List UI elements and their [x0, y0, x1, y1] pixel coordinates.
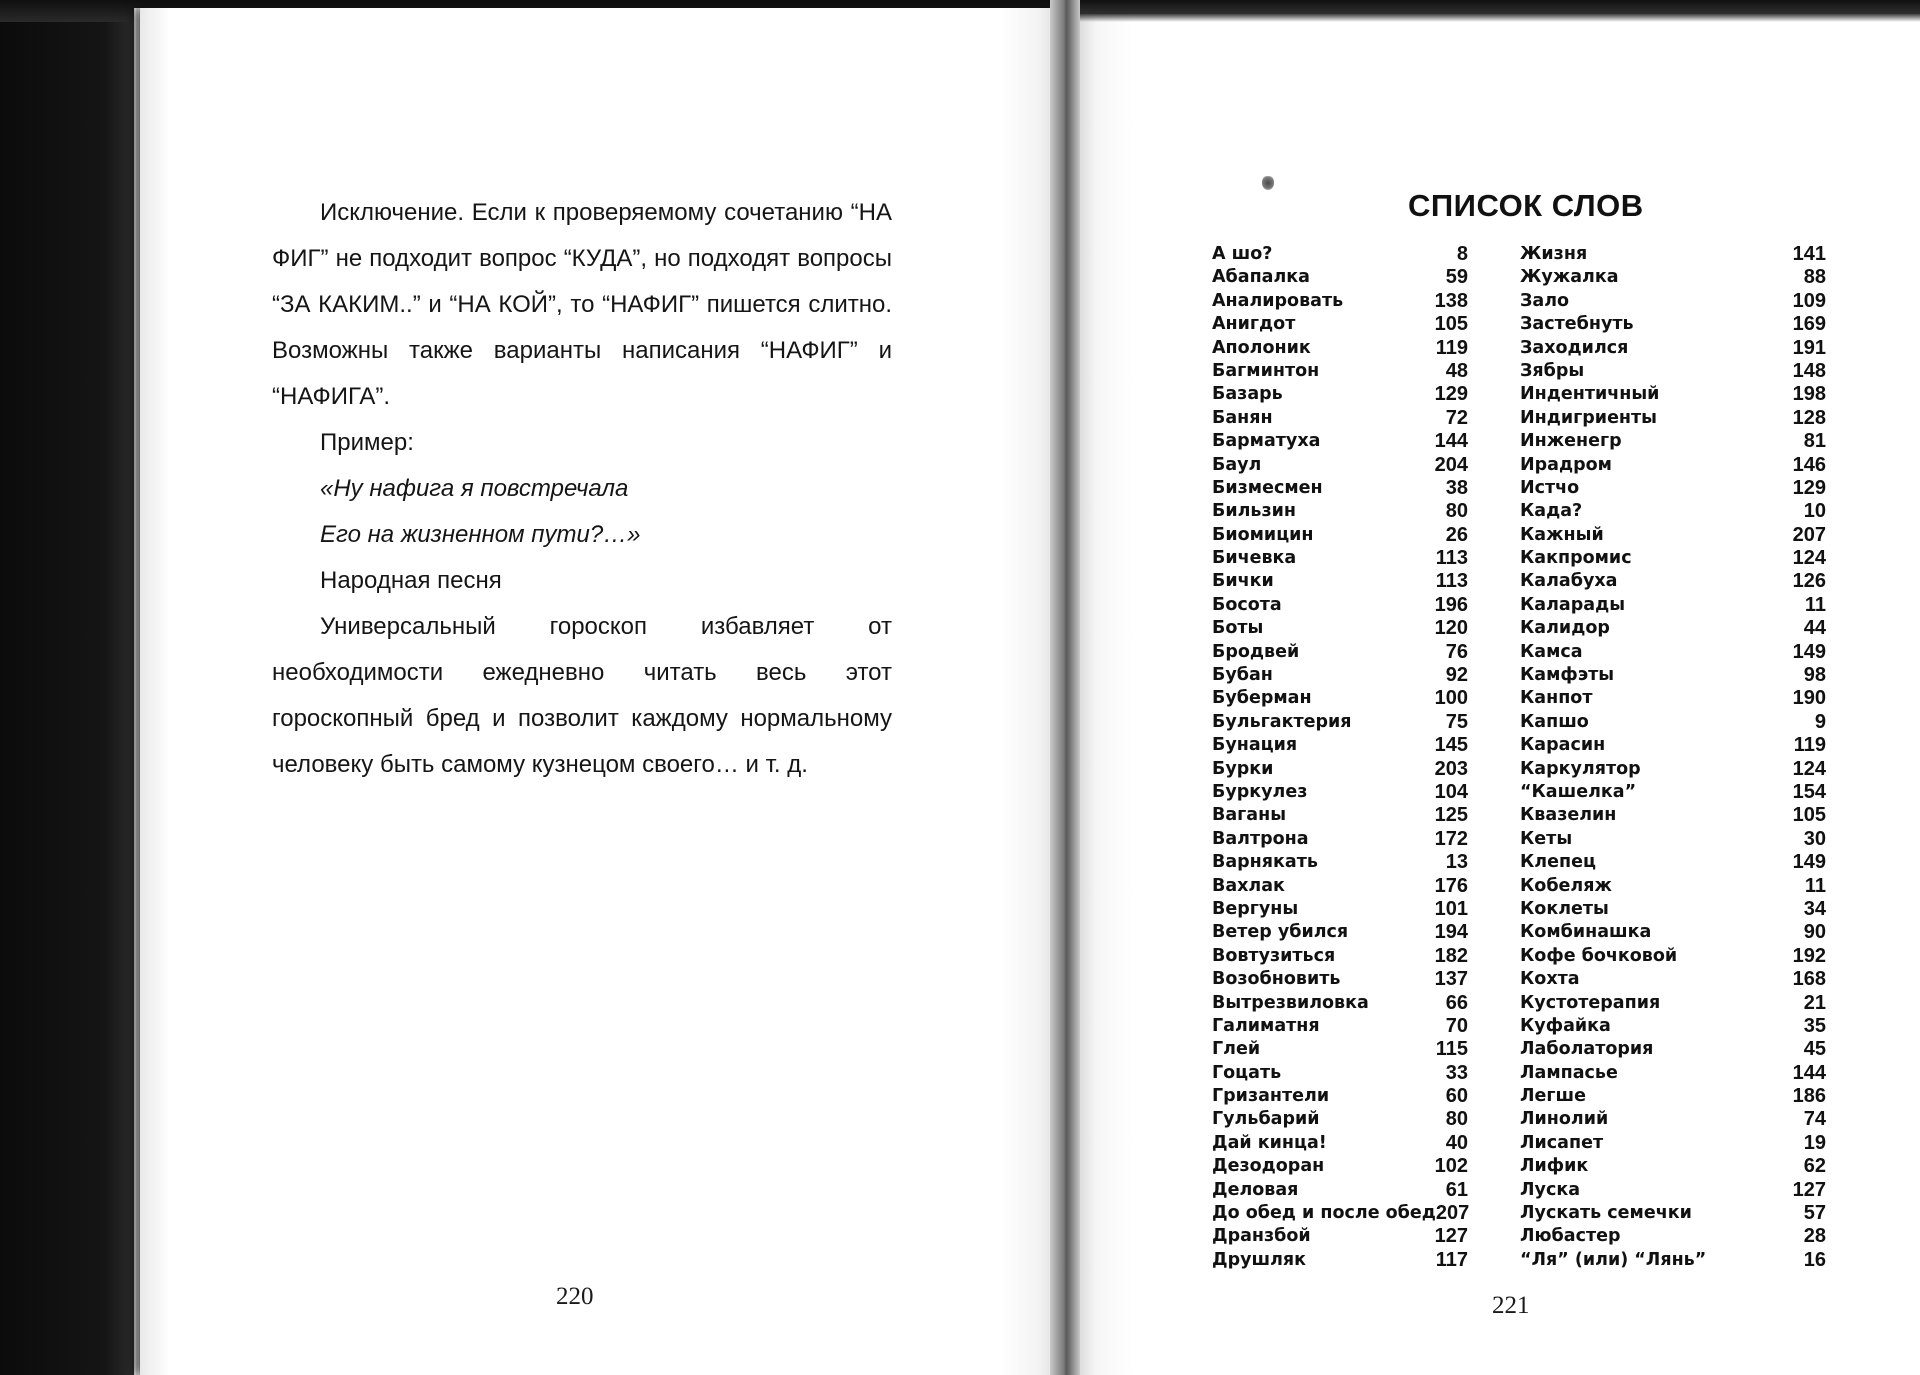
- entry-page-number: 129: [1792, 476, 1826, 499]
- entry-word: Камса: [1520, 641, 1583, 662]
- entry-word: Вовтузиться: [1212, 945, 1336, 966]
- entry-word: Гоцать: [1212, 1062, 1282, 1083]
- entry-word: Квазелин: [1520, 805, 1617, 826]
- entry-page-number: 70: [1445, 1014, 1468, 1037]
- entry-word: Аналировать: [1212, 290, 1344, 311]
- entry-page-number: 11: [1804, 874, 1826, 897]
- word-list-entry: [1212, 547, 1468, 570]
- entry-word: Ирадром: [1520, 454, 1612, 475]
- entry-word: Бубан: [1212, 665, 1273, 686]
- entry-word: “Кашелка”: [1520, 781, 1637, 802]
- entry-page-number: 117: [1435, 1248, 1468, 1271]
- entry-page-number: 66: [1445, 991, 1468, 1014]
- entry-page-number: 8: [1456, 243, 1468, 265]
- entry-page-number: 144: [1434, 430, 1468, 453]
- word-list-entry: [1212, 711, 1468, 734]
- entry-page-number: 61: [1445, 1178, 1468, 1201]
- word-list-entry: [1520, 617, 1826, 640]
- entry-page-number: 28: [1803, 1225, 1826, 1248]
- word-list-entry: [1520, 1015, 1826, 1038]
- word-list-entry: [1212, 1108, 1468, 1131]
- word-list-entry: [1212, 337, 1468, 360]
- entry-word: Кобеляж: [1520, 875, 1612, 896]
- entry-word: Кохта: [1520, 969, 1580, 990]
- entry-word: Зало: [1520, 290, 1570, 311]
- entry-page-number: 57: [1803, 1202, 1826, 1225]
- word-list-entry: [1520, 407, 1826, 430]
- entry-word: Калабуха: [1520, 571, 1618, 592]
- entry-page-number: 172: [1434, 827, 1468, 850]
- word-list-entry: [1520, 781, 1826, 804]
- ink-smudge: [1262, 176, 1274, 190]
- word-list-entry: [1520, 1155, 1826, 1178]
- entry-page-number: 115: [1435, 1038, 1468, 1061]
- entry-page-number: 30: [1803, 827, 1826, 850]
- entry-word: Барматуха: [1212, 431, 1321, 452]
- entry-word: Бильзин: [1212, 501, 1297, 522]
- entry-word: Комбинашка: [1520, 922, 1652, 943]
- entry-word: Дранзбой: [1212, 1226, 1311, 1247]
- entry-page-number: 16: [1803, 1248, 1826, 1271]
- word-list-entry: [1520, 711, 1826, 734]
- entry-word: Лампасье: [1520, 1062, 1618, 1083]
- entry-page-number: 196: [1434, 593, 1468, 616]
- word-list-entry: [1520, 851, 1826, 874]
- quote-line-1: «Ну нафига я повстречала: [320, 475, 629, 502]
- word-list-entry: [1520, 547, 1826, 570]
- word-list-entry: [1520, 687, 1826, 710]
- entry-page-number: 105: [1792, 804, 1826, 827]
- word-list-entry: [1520, 477, 1826, 500]
- word-list-entry: [1520, 500, 1826, 523]
- word-list-entry: [1212, 945, 1468, 968]
- entry-word: Боты: [1212, 618, 1264, 639]
- entry-page-number: 113: [1435, 570, 1468, 593]
- word-list-entry: [1212, 1015, 1468, 1038]
- entry-word: Вахлак: [1212, 875, 1285, 896]
- entry-page-number: 10: [1803, 500, 1826, 523]
- word-list-entry: [1520, 290, 1826, 313]
- word-list-entry: [1212, 407, 1468, 430]
- entry-word: Базарь: [1212, 384, 1283, 405]
- word-list-entry: [1212, 1085, 1468, 1108]
- word-list-entry: [1520, 968, 1826, 991]
- word-list-entry: [1212, 290, 1468, 313]
- word-list-entry: [1212, 687, 1468, 710]
- entry-word: Жужалка: [1520, 267, 1619, 288]
- entry-word: Кофе бочковой: [1520, 945, 1678, 966]
- entry-page-number: 75: [1445, 710, 1468, 733]
- entry-page-number: 74: [1803, 1108, 1826, 1131]
- word-list-entry: [1212, 477, 1468, 500]
- entry-page-number: 191: [1792, 336, 1826, 359]
- entry-word: Луска: [1520, 1179, 1581, 1200]
- word-list-entry: [1212, 968, 1468, 991]
- closing-paragraph: Универсальный гороскоп избавляет от необходимости ежедневно читать весь этот гороскопный бред и позволит каждому нормальному человеку быть самому кузнецом своего… и т. д.: [272, 613, 892, 778]
- entry-page-number: 168: [1792, 968, 1826, 991]
- entry-page-number: 44: [1803, 617, 1826, 640]
- word-list-title: СПИСОК СЛОВ: [1408, 188, 1644, 223]
- entry-page-number: 149: [1792, 640, 1826, 663]
- entry-page-number: 145: [1434, 734, 1468, 757]
- entry-page-number: 128: [1792, 406, 1826, 429]
- entry-word: Коклеты: [1520, 898, 1609, 919]
- entry-word: Ветер убился: [1212, 922, 1349, 943]
- entry-word: Гульбарий: [1212, 1109, 1320, 1130]
- word-list-entry: [1212, 921, 1468, 944]
- entry-word: Галиматня: [1212, 1015, 1320, 1036]
- entry-page-number: 203: [1434, 757, 1468, 780]
- entry-page-number: 88: [1803, 266, 1826, 289]
- entry-word: Клепец: [1520, 852, 1596, 873]
- entry-page-number: 33: [1445, 1061, 1468, 1084]
- entry-word: Варнякать: [1212, 852, 1318, 873]
- entry-word: Глей: [1212, 1039, 1261, 1060]
- entry-page-number: 38: [1445, 476, 1468, 499]
- word-list-entry: [1212, 1155, 1468, 1178]
- entry-word: Кустотерапия: [1520, 992, 1661, 1013]
- entry-page-number: 19: [1803, 1131, 1826, 1154]
- entry-page-number: 207: [1435, 1202, 1470, 1225]
- entry-word: Бизмесмен: [1212, 477, 1323, 498]
- entry-word: Куфайка: [1520, 1015, 1611, 1036]
- entry-word: Индентичный: [1520, 384, 1660, 405]
- entry-page-number: 9: [1814, 710, 1826, 733]
- quote-line-2: Его на жизненном пути?…»: [320, 521, 641, 548]
- word-list-entry: [1520, 1108, 1826, 1131]
- entry-word: Босота: [1212, 594, 1282, 615]
- word-list-entry: [1520, 266, 1826, 289]
- entry-word: Ваганы: [1212, 805, 1287, 826]
- word-list-entry: [1212, 1249, 1468, 1272]
- entry-page-number: 137: [1434, 968, 1468, 991]
- word-list-entry: [1212, 734, 1468, 757]
- entry-word: Валтрона: [1212, 828, 1309, 849]
- word-list-entry: [1212, 898, 1468, 921]
- word-list-entry: [1212, 758, 1468, 781]
- entry-page-number: 81: [1803, 430, 1826, 453]
- word-list-entry: [1212, 828, 1468, 851]
- entry-word: Дай кинца!: [1212, 1132, 1327, 1153]
- example-label: Пример:: [320, 429, 414, 456]
- entry-page-number: 182: [1434, 944, 1468, 967]
- entry-page-number: 35: [1803, 1014, 1826, 1037]
- entry-page-number: 127: [1434, 1225, 1468, 1248]
- entry-word: Лускать семечки: [1520, 1203, 1692, 1224]
- entry-page-number: 124: [1792, 757, 1826, 780]
- entry-word: Линолий: [1520, 1109, 1609, 1130]
- entry-word: Абапалка: [1212, 267, 1310, 288]
- word-list-entry: [1212, 875, 1468, 898]
- word-list-entry: [1212, 594, 1468, 617]
- entry-page-number: 207: [1792, 523, 1826, 546]
- word-list-entry: [1520, 898, 1826, 921]
- word-list-entry: [1212, 1038, 1468, 1061]
- entry-word: Застебнуть: [1520, 314, 1634, 335]
- entry-page-number: 90: [1803, 921, 1826, 944]
- word-list-entry: [1520, 1225, 1826, 1248]
- entry-page-number: 138: [1434, 289, 1468, 312]
- word-list-entry: [1212, 524, 1468, 547]
- entry-word: Камфэты: [1520, 665, 1615, 686]
- entry-word: А шо?: [1212, 244, 1273, 264]
- entry-word: Возобновить: [1212, 969, 1341, 990]
- word-list-entry: [1212, 266, 1468, 289]
- entry-word: Банян: [1212, 407, 1273, 428]
- word-list-entry: [1212, 1062, 1468, 1085]
- entry-page-number: 192: [1792, 944, 1826, 967]
- word-list-entry: [1212, 641, 1468, 664]
- entry-page-number: 13: [1445, 851, 1468, 874]
- entry-word: Калидор: [1520, 618, 1610, 639]
- entry-word: Дезодоран: [1212, 1156, 1325, 1177]
- word-list-entry: [1212, 500, 1468, 523]
- quote-source: Народная песня: [320, 567, 502, 594]
- word-list-entry: [1212, 383, 1468, 406]
- word-list-entry: [1520, 430, 1826, 453]
- entry-word: Буркулез: [1212, 781, 1308, 802]
- word-list-entry: [1520, 1085, 1826, 1108]
- entry-page-number: 127: [1792, 1178, 1826, 1201]
- word-list-entry: [1212, 1179, 1468, 1202]
- word-list-entry: [1212, 243, 1468, 266]
- entry-page-number: 169: [1792, 313, 1826, 336]
- word-list-entry: [1212, 617, 1468, 640]
- word-list-entry: [1520, 664, 1826, 687]
- entry-word: Бродвей: [1212, 641, 1300, 662]
- entry-page-number: 120: [1434, 617, 1468, 640]
- entry-page-number: 62: [1803, 1155, 1826, 1178]
- page-number-left: 220: [556, 1283, 594, 1310]
- entry-word: Бунация: [1212, 735, 1298, 756]
- word-list-entry: [1520, 1202, 1826, 1225]
- word-list-entry: [1520, 360, 1826, 383]
- entry-page-number: 105: [1434, 313, 1468, 336]
- entry-page-number: 198: [1792, 383, 1826, 406]
- entry-page-number: 98: [1803, 664, 1826, 687]
- word-list-entry: [1520, 641, 1826, 664]
- entry-word: Заходился: [1520, 337, 1629, 358]
- entry-page-number: 40: [1445, 1131, 1468, 1154]
- entry-word: Бички: [1212, 571, 1274, 592]
- word-list-entry: [1520, 570, 1826, 593]
- word-list-entry: [1212, 360, 1468, 383]
- entry-word: Карасин: [1520, 735, 1606, 756]
- entry-page-number: 194: [1434, 921, 1468, 944]
- entry-page-number: 80: [1445, 1108, 1468, 1131]
- entry-page-number: 126: [1792, 570, 1826, 593]
- entry-word: Багминтон: [1212, 360, 1320, 381]
- entry-page-number: 141: [1792, 243, 1826, 265]
- entry-page-number: 119: [1435, 336, 1468, 359]
- entry-page-number: 149: [1792, 851, 1826, 874]
- entry-word: До обед и после обед: [1212, 1203, 1436, 1224]
- entry-word: Лаболатория: [1520, 1039, 1654, 1060]
- word-list-entry: [1520, 383, 1826, 406]
- word-list-entry: [1520, 313, 1826, 336]
- entry-word: Биомицин: [1212, 524, 1314, 545]
- entry-page-number: 186: [1792, 1085, 1826, 1108]
- entry-word: Баул: [1212, 454, 1262, 475]
- word-list-column-2: [1520, 243, 1826, 1272]
- entry-page-number: 45: [1803, 1038, 1826, 1061]
- entry-word: Аполоник: [1212, 337, 1311, 358]
- entry-word: Вытрезвиловка: [1212, 992, 1369, 1013]
- entry-page-number: 26: [1445, 523, 1468, 546]
- book-gutter: [1050, 0, 1080, 1375]
- word-list-entry: [1212, 781, 1468, 804]
- word-list-entry: [1212, 1225, 1468, 1248]
- word-list-entry: [1520, 875, 1826, 898]
- word-list-entry: [1520, 828, 1826, 851]
- entry-page-number: 48: [1445, 359, 1468, 382]
- entry-page-number: 190: [1792, 687, 1826, 710]
- entry-word: Легше: [1520, 1086, 1587, 1107]
- entry-word: Бурки: [1212, 758, 1274, 779]
- word-list-entry: [1520, 734, 1826, 757]
- exception-paragraph: Исключение. Если к проверяемому сочетанию “НА ФИГ” не подходит вопрос “КУДА”, но подходят вопросы “ЗА КАКИМ..” и “НА КОЙ”, то “НАФИГ” пишется слитно. Возможны также варианты написания “НАФИГ” и “НАФИГА”.: [272, 199, 892, 410]
- entry-word: Истчо: [1520, 477, 1580, 498]
- word-list-entry: [1520, 992, 1826, 1015]
- word-list-entry: [1520, 1062, 1826, 1085]
- word-list-entry: [1212, 430, 1468, 453]
- entry-page-number: 146: [1792, 453, 1826, 476]
- entry-word: Анигдот: [1212, 314, 1296, 335]
- entry-page-number: 148: [1792, 359, 1826, 382]
- entry-page-number: 124: [1792, 547, 1826, 570]
- word-list-entry: [1212, 804, 1468, 827]
- entry-word: Лисапет: [1520, 1132, 1604, 1153]
- entry-word: Каларады: [1520, 594, 1626, 615]
- left-page-text: [272, 190, 892, 788]
- word-list-entry: [1520, 758, 1826, 781]
- entry-word: Буберман: [1212, 688, 1312, 709]
- word-list-entry: [1520, 1038, 1826, 1061]
- entry-word: Инженегр: [1520, 431, 1622, 452]
- entry-word: Кеты: [1520, 828, 1573, 849]
- entry-word: Бичевка: [1212, 548, 1297, 569]
- entry-page-number: 72: [1445, 406, 1468, 429]
- entry-word: Индигриенты: [1520, 407, 1657, 428]
- entry-page-number: 60: [1445, 1085, 1468, 1108]
- word-list-entry: [1212, 1132, 1468, 1155]
- entry-page-number: 125: [1434, 804, 1468, 827]
- word-list-entry: [1212, 454, 1468, 477]
- word-list-entry: [1520, 243, 1826, 266]
- entry-page-number: 92: [1445, 664, 1468, 687]
- word-list-entry: [1520, 945, 1826, 968]
- word-list-entry: [1520, 1132, 1826, 1155]
- page-number-right: 221: [1492, 1292, 1530, 1319]
- word-list-entry: [1212, 570, 1468, 593]
- word-list-entry: [1212, 313, 1468, 336]
- background-left: [0, 0, 150, 1375]
- entry-word: Любастер: [1520, 1226, 1621, 1247]
- entry-word: Капшо: [1520, 711, 1589, 732]
- entry-page-number: 102: [1434, 1155, 1468, 1178]
- entry-page-number: 34: [1803, 897, 1826, 920]
- word-list-entry: [1212, 664, 1468, 687]
- entry-page-number: 129: [1434, 383, 1468, 406]
- entry-word: Канпот: [1520, 688, 1593, 709]
- entry-word: Зябры: [1520, 360, 1585, 381]
- entry-word: Гризантели: [1212, 1086, 1330, 1107]
- entry-page-number: 11: [1804, 593, 1826, 616]
- entry-word: Кажный: [1520, 524, 1604, 545]
- entry-page-number: 113: [1435, 547, 1468, 570]
- entry-word: Каркулятор: [1520, 758, 1641, 779]
- entry-page-number: 204: [1434, 453, 1468, 476]
- word-list-entry: [1520, 337, 1826, 360]
- entry-page-number: 154: [1792, 780, 1826, 803]
- entry-page-number: 109: [1792, 289, 1826, 312]
- entry-page-number: 100: [1434, 687, 1468, 710]
- entry-page-number: 176: [1434, 874, 1468, 897]
- entry-word: Друшляк: [1212, 1249, 1307, 1270]
- entry-word: Жизня: [1520, 244, 1588, 264]
- entry-word: Лифик: [1520, 1156, 1589, 1177]
- word-list-entry: [1520, 1179, 1826, 1202]
- entry-word: Бульгактерия: [1212, 711, 1352, 732]
- entry-page-number: 76: [1445, 640, 1468, 663]
- word-list-entry: [1520, 1249, 1826, 1272]
- word-list-entry: [1520, 454, 1826, 477]
- entry-page-number: 101: [1434, 897, 1468, 920]
- entry-page-number: 104: [1434, 780, 1468, 803]
- word-list-entry: [1520, 524, 1826, 547]
- entry-page-number: 21: [1803, 991, 1826, 1014]
- entry-word: Вергуны: [1212, 898, 1299, 919]
- word-list-entry: [1520, 921, 1826, 944]
- entry-page-number: 119: [1793, 734, 1826, 757]
- entry-word: Какпромис: [1520, 548, 1632, 569]
- entry-word: Деловая: [1212, 1179, 1299, 1200]
- entry-page-number: 59: [1445, 266, 1468, 289]
- word-list-entry: [1212, 851, 1468, 874]
- word-list-entry: [1520, 804, 1826, 827]
- right-page-top-shadow: [1072, 0, 1920, 22]
- entry-word: Када?: [1520, 501, 1583, 522]
- entry-page-number: 80: [1445, 500, 1468, 523]
- word-list-entry: [1520, 594, 1826, 617]
- entry-page-number: 144: [1792, 1061, 1826, 1084]
- word-list-entry: [1212, 992, 1468, 1015]
- word-list-entry: [1212, 1202, 1468, 1225]
- word-list-column-1: [1212, 243, 1468, 1272]
- entry-word: “Ля” (или) “Лянь”: [1520, 1249, 1707, 1270]
